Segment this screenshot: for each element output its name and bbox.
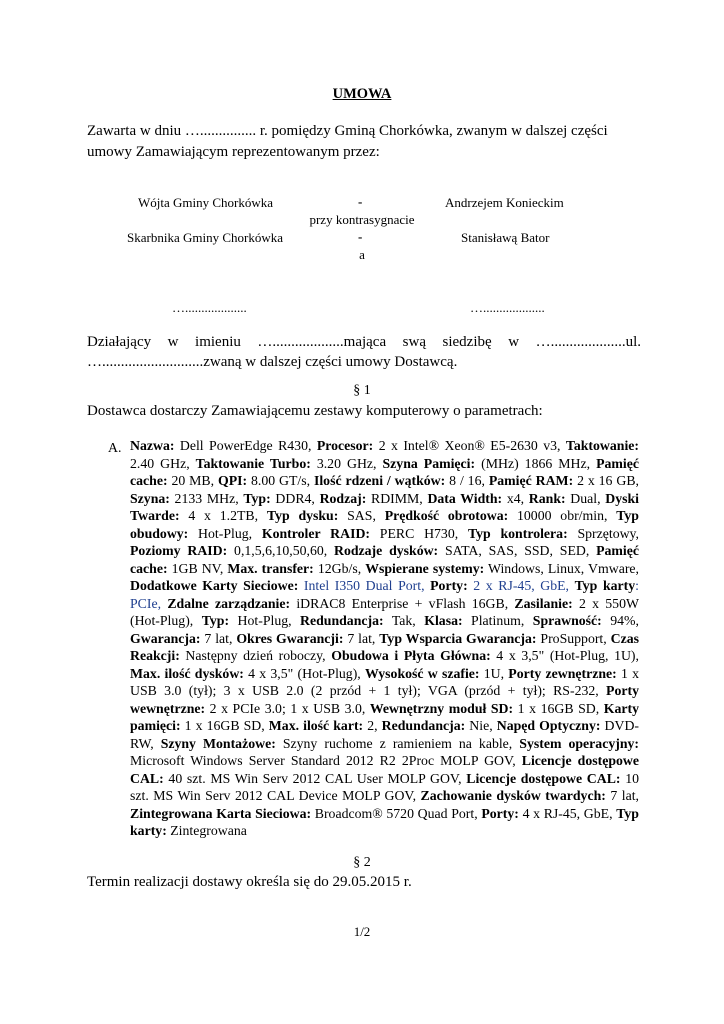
spec-label: Pamięć cache: — [130, 543, 640, 576]
spec-value: Szyny ruchome z ramieniem na kable, — [275, 735, 520, 751]
spec-label: Zachowanie dysków twardych: — [420, 788, 606, 803]
spec-label: Zintegrowana Karta Sieciowa: — [130, 805, 312, 821]
spec-label: Rodzaj: — [319, 490, 367, 506]
spec-value: (MHz) 1866 MHz, — [475, 455, 597, 471]
list-marker: A. — [108, 440, 122, 455]
spec-value: Nie, — [465, 718, 497, 733]
spec-label: QPI: — [217, 473, 248, 488]
spec-value: Hot-Plug, — [188, 525, 262, 541]
spec-value: 1 x 16GB SD, — [180, 718, 269, 733]
spec-label: Max. transfer: — [227, 560, 314, 576]
spec-label: Rank: — [528, 490, 566, 506]
spec-value: 4 x 3,5" (Hot-Plug), — [243, 665, 365, 681]
intro-paragraph: Zawarta w dniu …............... r. pomiędzy Gminą Chorkówka, zwanym w dalszej części umowy Zamawiającym reprezentowanym przez: — [87, 123, 608, 160]
spec-label: Okres Gwarancji: — [236, 630, 344, 646]
spec-value: : PCIe, — [130, 578, 639, 611]
spec-label: Redundancja: — [300, 613, 384, 628]
spec-label: Sprawność: — [532, 613, 602, 628]
spec-value: 4 x 1.2TB, — [179, 508, 267, 523]
spec-label: Szyna: — [130, 490, 170, 506]
acting-paragraph — [87, 332, 641, 372]
section-2-text: Termin realizacji dostawy określa się do 29.05.2015 r. — [87, 874, 412, 890]
spec-label: Szyny Montażowe: — [160, 735, 276, 751]
spec-value: x4, — [502, 490, 529, 506]
spec-value: 10 szt. MS Win Serv 2012 CAL Device MOLP GOV, — [130, 770, 639, 803]
section-1-heading: § 1 — [353, 383, 371, 398]
spec-label: Wewnętrzny moduł SD: — [369, 700, 514, 716]
spec-value: 0,1,5,6,10,50,60, — [227, 543, 334, 558]
spec-label: Typ Wsparcia Gwarancja: — [379, 630, 537, 646]
spec-value: 10000 obr/min, — [508, 508, 617, 523]
spec-value: 2 x 16 GB, — [573, 473, 639, 488]
spec-value: 2 x Intel® Xeon® E5-2630 v3, — [373, 438, 566, 453]
spec-label: Procesor: — [316, 438, 374, 453]
spec-value: Następny dzień roboczy, — [179, 648, 332, 663]
spec-label: Poziomy RAID: — [130, 543, 228, 558]
spec-value: 7 lat, — [605, 788, 639, 803]
spec-value: Windows, Linux, Vmware, — [484, 560, 639, 576]
spec-value: 40 szt. MS Win Serv 2012 CAL User MOLP GOV, — [163, 770, 467, 786]
signatory-role-2: Skarbnika Gminy Chorkówka — [127, 230, 283, 245]
spec-value: 2 x 550W (Hot-Plug), — [130, 595, 639, 628]
page-number: 1/2 — [353, 924, 371, 939]
spec-value: 1GB NV, — [167, 560, 228, 576]
spec-value: 20 MB, — [167, 473, 218, 488]
spec-label: Typ: — [243, 490, 271, 506]
spec-label: Typ karty — [574, 578, 636, 593]
spec-value: 7 lat, — [343, 630, 380, 646]
spec-value: 1U, — [479, 665, 509, 681]
spec-label: Rodzaje dysków: — [334, 543, 439, 558]
blank-left: …................... — [172, 300, 247, 315]
spec-label: Porty: — [481, 805, 519, 821]
spec-label: System operacyjny: — [519, 735, 639, 751]
spec-label: Porty wewnętrzne: — [130, 683, 639, 716]
spec-value: 4 x RJ-45, GbE, — [518, 805, 617, 821]
section-1-text: Dostawca dostarczy Zamawiającemu zestawy komputerowy o parametrach: — [87, 403, 543, 419]
signatory-name-1: Andrzejem Konieckim — [445, 195, 564, 210]
spec-value: Microsoft Windows Server Standard 2012 R2 2Proc MOLP GOV, — [130, 753, 522, 768]
section-2-heading: § 2 — [353, 855, 371, 870]
acting-line-1: Działający w imieniu …...................mająca swą siedzibę w …....................ul. — [87, 334, 641, 350]
spec-value: 2 x PCIe 3.0; 1 x USB 3.0, — [205, 700, 370, 716]
spec-value: 2, — [363, 718, 382, 733]
spec-label: Zasilanie: — [514, 595, 573, 611]
spec-label: Pamięć cache: — [130, 455, 639, 488]
spec-value: iDRAC8 Enterprise + vFlash 16GB, — [290, 595, 515, 611]
spec-label: Pamięć RAM: — [488, 473, 574, 488]
spec-label: Czas Reakcji: — [130, 630, 639, 663]
spec-value: Broadcom® 5720 Quad Port, — [311, 805, 482, 821]
spec-label: Nazwa: — [130, 438, 175, 453]
spec-label: Obudowa i Płyta Główna: — [331, 648, 491, 663]
spec-value: RDIMM, — [366, 490, 428, 506]
spec-label: Napęd Optyczny: — [496, 718, 601, 733]
signatory-dash-2: - — [358, 229, 363, 244]
spec-label: Redundancja: — [381, 718, 466, 733]
spec-label: Zdalne zarządzanie: — [167, 595, 291, 611]
signatory-role-1: Wójta Gminy Chorkówka — [138, 195, 274, 210]
acting-line-2: …...........................zwaną w dalszej części umowy Dostawcą. — [87, 354, 458, 370]
and-label: a — [359, 247, 365, 262]
spec-label: Max. ilość dysków: — [130, 665, 244, 681]
countersign-label: przy kontrasygnacie — [309, 212, 415, 227]
spec-label: Kontroler RAID: — [261, 525, 371, 541]
spec-label: Dyski Twarde: — [130, 490, 639, 523]
spec-label: Data Width: — [427, 490, 503, 506]
spec-value: 2.40 GHz, — [130, 455, 196, 471]
spec-value: 8 / 16, — [445, 473, 489, 488]
spec-value: 2133 MHz, — [169, 490, 244, 506]
spec-value: 3.20 GHz, — [310, 455, 383, 471]
spec-value: Tak, — [383, 613, 425, 628]
spec-label: Taktowanie: — [565, 438, 640, 453]
spec-label: Szyna Pamięci: — [382, 455, 476, 471]
spec-value: Sprzętowy, — [567, 525, 640, 541]
spec-label: Licencje dostępowe CAL: — [130, 753, 639, 786]
spec-label: Prędkość obrotowa: — [384, 508, 509, 523]
spec-label: Typ: — [201, 613, 230, 628]
spec-label: Licencje dostępowe CAL: — [466, 770, 621, 786]
spec-label: Wysokość w szafie: — [365, 665, 480, 681]
blank-right: …................... — [470, 300, 545, 315]
spec-label: Max. ilość kart: — [268, 718, 364, 733]
spec-label: Ilość rdzeni / wątków: — [313, 473, 446, 488]
spec-value: PERC H730, — [370, 525, 468, 541]
spec-value: 8.00 GT/s, — [247, 473, 314, 488]
spec-label: Porty zewnętrzne: — [508, 665, 617, 681]
document-title: UMOWA — [332, 86, 392, 102]
spec-value: 7 lat, — [200, 630, 237, 646]
spec-label: Wspierane systemy: — [365, 560, 485, 576]
spec-value: Dell PowerEdge R430, — [174, 438, 317, 453]
spec-value: Dual, — [565, 490, 606, 506]
spec-label: Porty: — [430, 578, 468, 593]
signatory-dash-1: - — [358, 194, 363, 209]
spec-label: Typ obudowy: — [130, 508, 639, 541]
spec-label: Typ kontrolera: — [467, 525, 568, 541]
spec-label: Dodatkowe Karty Sieciowe: — [130, 578, 299, 593]
spec-label: Klasa: — [424, 613, 463, 628]
spec-paragraph — [130, 437, 639, 840]
spec-value: 1 x USB 3.0 (tył); 3 x USB 2.0 (2 przód + 1 tył); VGA (przód + tył); RS-232, — [130, 665, 640, 698]
spec-label: Gwarancja: — [130, 630, 201, 646]
spec-value: ProSupport, — [536, 630, 611, 646]
spec-value: Intel I350 Dual Port, — [298, 578, 431, 593]
signatory-name-2: Stanisławą Bator — [461, 230, 550, 245]
spec-value: Hot-Plug, — [229, 613, 301, 628]
spec-label: Typ karty: — [130, 805, 639, 838]
spec-label: Taktowanie Turbo: — [195, 455, 311, 471]
spec-value: SATA, SAS, SSD, SED, — [438, 543, 597, 558]
spec-value: Zintegrowana — [166, 823, 247, 838]
spec-value: 4 x 3,5" (Hot-Plug, 1U), — [490, 648, 639, 663]
spec-value: DDR4, — [270, 490, 320, 506]
spec-value: 12Gb/s, — [313, 560, 366, 576]
spec-value: DVD-RW, — [130, 718, 640, 751]
spec-value: 2 x RJ-45, GbE, — [467, 578, 575, 593]
spec-value: SAS, — [338, 508, 385, 523]
spec-label: Typ dysku: — [266, 508, 339, 523]
spec-label: Karty pamięci: — [130, 700, 639, 733]
spec-value: Platinum, — [462, 613, 533, 628]
spec-value: 1 x 16GB SD, — [513, 700, 604, 716]
spec-value: 94%, — [601, 613, 639, 628]
